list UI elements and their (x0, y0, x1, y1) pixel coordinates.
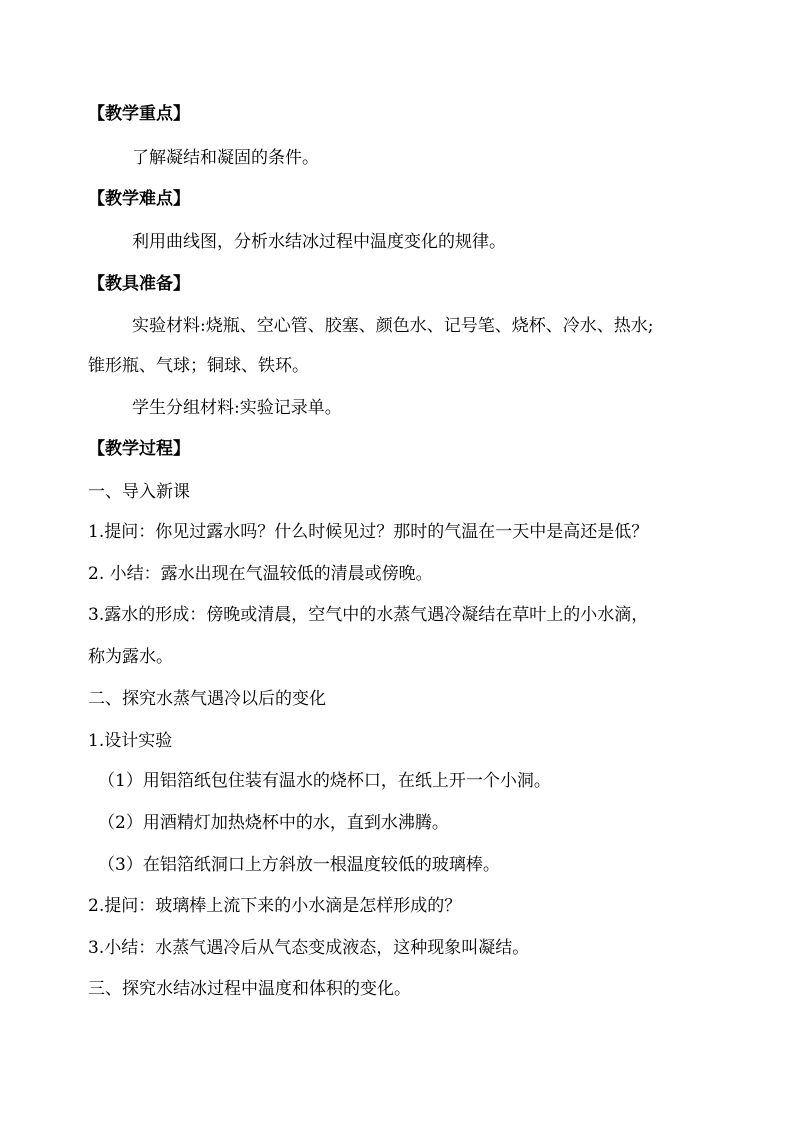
teaching-focus-text: 了解凝结和凝固的条件。 (132, 148, 319, 168)
part2-item-1: 1.设计实验 (88, 731, 173, 751)
part1-item-2: 2. 小结：露水出现在气温较低的清晨或傍晚。 (88, 564, 433, 584)
materials-line-1: 实验材料:烧瓶、空心管、胶塞、颜色水、记号笔、烧杯、冷水、热水; (132, 316, 654, 336)
materials-line-3: 学生分组材料:实验记录单。 (132, 398, 342, 418)
teaching-difficulty-text: 利用曲线图，分析水结冰过程中温度变化的规律。 (132, 232, 506, 252)
part1-item-3a: 3.露水的形成：傍晚或清晨，空气中的水蒸气遇冷凝结在草叶上的小水滴， (88, 605, 649, 625)
part2-item-2: 2.提问：玻璃棒上流下来的小水滴是怎样形成的？ (88, 896, 462, 916)
heading-teaching-difficulty: 【教学难点】 (88, 189, 190, 209)
part1-item-3b: 称为露水。 (88, 647, 173, 667)
part3-title: 三、探究水结冰过程中温度和体积的变化。 (88, 979, 411, 999)
part2-step-2: （2）用酒精灯加热烧杯中的水，直到水沸腾。 (98, 813, 449, 833)
heading-teaching-process: 【教学过程】 (88, 439, 190, 459)
part1-item-1: 1.提问：你见过露水吗？什么时候见过？那时的气温在一天中是高还是低？ (88, 522, 649, 542)
part2-item-3: 3.小结：水蒸气遇冷后从气态变成液态，这种现象叫凝结。 (88, 938, 530, 958)
part2-title: 二、探究水蒸气遇冷以后的变化 (88, 689, 326, 709)
part2-step-3: （3）在铝箔纸洞口上方斜放一根温度较低的玻璃棒。 (98, 855, 500, 875)
heading-teaching-materials: 【教具准备】 (88, 274, 190, 294)
part2-step-1: （1）用铝箔纸包住装有温水的烧杯口，在纸上开一个小洞。 (98, 771, 551, 791)
part1-title: 一、导入新课 (88, 482, 190, 502)
materials-line-2: 锥形瓶、气球；铜球、铁环。 (88, 356, 309, 376)
heading-teaching-focus: 【教学重点】 (88, 104, 190, 124)
